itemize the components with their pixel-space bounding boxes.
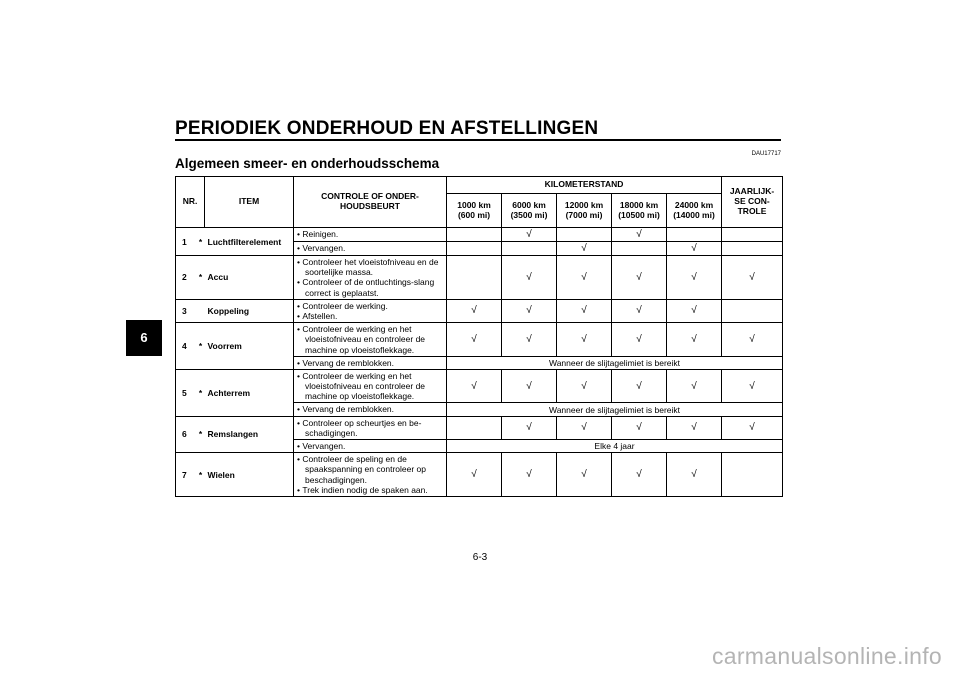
row-asterisk: * xyxy=(197,256,205,300)
check-cell xyxy=(722,453,783,497)
check-cell xyxy=(502,242,557,256)
mi-value: (600 mi) xyxy=(457,209,491,220)
check-cell: √ xyxy=(667,416,722,439)
row-asterisk xyxy=(197,299,205,322)
control-item: • Controleer het vloeistofniveau en de soortelijke massa. xyxy=(297,257,443,277)
row-asterisk: * xyxy=(197,453,205,497)
row-controls xyxy=(294,369,447,403)
header-kilometerstand: KILOMETERSTAND xyxy=(447,177,722,194)
km-value: 12000 km xyxy=(564,199,604,210)
table-row xyxy=(176,323,783,357)
table-row xyxy=(176,453,783,497)
km-value: 18000 km xyxy=(619,199,659,210)
check-cell xyxy=(447,416,502,439)
header-km-2 xyxy=(502,194,557,228)
mi-value: (10500 mi) xyxy=(618,209,660,220)
control-item: • Trek indien nodig de spaken aan. xyxy=(297,485,443,495)
row-asterisk: * xyxy=(197,323,205,370)
check-cell: √ xyxy=(612,369,667,403)
table-row xyxy=(176,299,783,322)
check-cell: √ xyxy=(557,299,612,322)
row-controls xyxy=(294,256,447,300)
check-cell: √ xyxy=(502,228,557,242)
header-km-3 xyxy=(557,194,612,228)
check-cell: √ xyxy=(447,453,502,497)
row-controls xyxy=(294,299,447,322)
table-row xyxy=(176,369,783,403)
row-number: 3 xyxy=(176,299,197,322)
control-item: • Controleer de speling en de spaakspanning en controleer op beschadigingen. xyxy=(297,454,443,485)
row-number: 1 xyxy=(176,228,197,256)
check-cell: √ xyxy=(667,256,722,300)
check-cell xyxy=(447,256,502,300)
check-cell: √ xyxy=(447,299,502,322)
check-cell: √ xyxy=(667,453,722,497)
check-cell: √ xyxy=(612,416,667,439)
row-number: 7 xyxy=(176,453,197,497)
row-controls xyxy=(294,453,447,497)
document-code: DAU17717 xyxy=(751,151,781,157)
check-cell: √ xyxy=(447,369,502,403)
check-cell xyxy=(722,299,783,322)
check-cell: √ xyxy=(447,323,502,357)
check-cell: √ xyxy=(612,453,667,497)
title-rule xyxy=(175,139,781,141)
row-item: Luchtfilterelement xyxy=(205,228,294,256)
control-item: • Controleer de werking en het vloeistofniveau en controleer de machine op vloeistoflekkage. xyxy=(297,371,443,402)
table-row xyxy=(176,256,783,300)
row-item: Remslangen xyxy=(205,416,294,453)
km-value: 6000 km xyxy=(512,199,546,210)
check-cell: √ xyxy=(502,299,557,322)
check-cell: √ xyxy=(667,242,722,256)
check-cell: √ xyxy=(557,416,612,439)
header-nr: NR. xyxy=(176,177,205,228)
interval-note: Wanneer de slijtagelimiet is bereikt xyxy=(447,403,783,416)
watermark: carmanualsonline.info xyxy=(711,643,942,669)
check-cell: √ xyxy=(557,323,612,357)
control-item: • Afstellen. xyxy=(297,311,443,321)
control-item: • Vervangen. xyxy=(297,441,443,451)
mi-value: (3500 mi) xyxy=(510,209,548,220)
row-item: Accu xyxy=(205,256,294,300)
row-asterisk: * xyxy=(197,228,205,256)
control-item: • Controleer de werking en het vloeistofniveau en controleer de machine op vloeistoflekkage. xyxy=(297,324,443,355)
page-number: 6-3 xyxy=(472,552,488,563)
km-value: 1000 km xyxy=(457,199,491,210)
check-cell xyxy=(612,242,667,256)
row-asterisk: * xyxy=(197,369,205,416)
control-item: • Vervang de remblokken. xyxy=(297,358,443,368)
row-number: 2 xyxy=(176,256,197,300)
control-item: • Controleer op scheurtjes en be-schadigingen. xyxy=(297,418,443,438)
header-controle: CONTROLE OF ONDER- HOUDSBEURT xyxy=(294,177,447,228)
row-controls xyxy=(294,416,447,439)
check-cell: √ xyxy=(722,416,783,439)
row-asterisk: * xyxy=(197,416,205,453)
row-item: Wielen xyxy=(205,453,294,497)
page-title: PERIODIEK ONDERHOUD EN AFSTELLINGEN xyxy=(175,118,599,139)
check-cell: √ xyxy=(667,323,722,357)
check-cell: √ xyxy=(502,256,557,300)
header-km-1 xyxy=(447,194,502,228)
interval-note: Elke 4 jaar xyxy=(447,440,783,453)
check-cell: √ xyxy=(502,369,557,403)
mi-value: (7000 mi) xyxy=(565,209,603,220)
check-cell: √ xyxy=(612,323,667,357)
check-cell: √ xyxy=(612,256,667,300)
row-controls xyxy=(294,242,447,256)
row-controls xyxy=(294,440,447,453)
check-cell: √ xyxy=(502,453,557,497)
row-controls xyxy=(294,228,447,242)
check-cell: √ xyxy=(722,323,783,357)
control-item: • Controleer of de ontluchtings-slang correct is geplaatst. xyxy=(297,277,443,297)
control-item: • Controleer de werking. xyxy=(297,301,443,311)
row-controls xyxy=(294,323,447,357)
check-cell xyxy=(667,228,722,242)
check-cell xyxy=(447,228,502,242)
check-cell: √ xyxy=(557,369,612,403)
check-cell xyxy=(557,228,612,242)
control-item: • Reinigen. xyxy=(297,229,443,239)
row-number: 6 xyxy=(176,416,197,453)
row-item: Achterrem xyxy=(205,369,294,416)
km-value: 24000 km xyxy=(674,199,714,210)
header-km-4 xyxy=(612,194,667,228)
row-controls xyxy=(294,356,447,369)
check-cell xyxy=(722,242,783,256)
mi-value: (14000 mi) xyxy=(673,209,715,220)
check-cell: √ xyxy=(502,323,557,357)
check-cell xyxy=(447,242,502,256)
interval-note: Wanneer de slijtagelimiet is bereikt xyxy=(447,356,783,369)
check-cell: √ xyxy=(557,453,612,497)
control-item: • Vervang de remblokken. xyxy=(297,404,443,414)
check-cell: √ xyxy=(502,416,557,439)
row-item: Voorrem xyxy=(205,323,294,370)
section-title: Algemeen smeer- en onderhoudsschema xyxy=(175,156,440,171)
check-cell: √ xyxy=(612,228,667,242)
check-cell: √ xyxy=(557,256,612,300)
table-row xyxy=(176,416,783,439)
row-item: Koppeling xyxy=(205,299,294,322)
check-cell: √ xyxy=(667,299,722,322)
row-controls xyxy=(294,403,447,416)
control-item: • Vervangen. xyxy=(297,243,443,253)
header-jaarlijkse-controle: JAARLIJK- SE CON- TROLE xyxy=(722,177,783,228)
check-cell: √ xyxy=(612,299,667,322)
chapter-tab: 6 xyxy=(126,320,162,356)
check-cell: √ xyxy=(667,369,722,403)
header-km-5 xyxy=(667,194,722,228)
maintenance-schedule-table xyxy=(175,176,783,497)
table-row xyxy=(176,228,783,242)
check-cell: √ xyxy=(557,242,612,256)
header-item: ITEM xyxy=(205,177,294,228)
row-number: 5 xyxy=(176,369,197,416)
check-cell xyxy=(722,228,783,242)
check-cell: √ xyxy=(722,256,783,300)
row-number: 4 xyxy=(176,323,197,370)
check-cell: √ xyxy=(722,369,783,403)
